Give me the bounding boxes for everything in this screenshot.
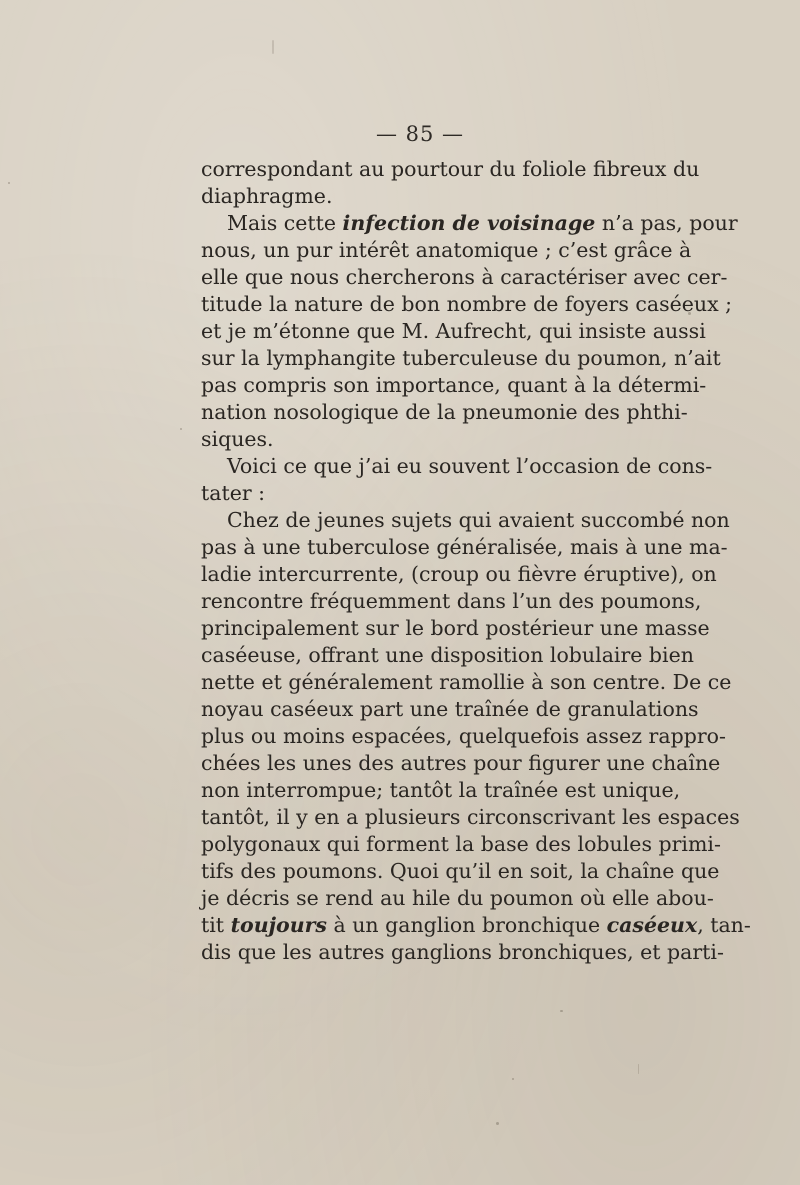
- text-run: à un ganglion bronchique: [326, 913, 607, 937]
- paper-speck: [496, 1122, 499, 1125]
- text-line: pas à une tuberculose généralisée, mais à une ma-: [201, 535, 728, 559]
- text-line: Chez de jeunes sujets qui avaient succombé non: [227, 508, 730, 532]
- text-line: Voici ce que j’ai eu souvent l’occasion de cons-: [227, 454, 713, 478]
- text-line: sur la lymphangite tuberculeuse du poumon, n’ait: [201, 346, 721, 370]
- text-run: , tan-: [697, 913, 751, 937]
- text-run: tit: [201, 913, 231, 937]
- text-run: n’a pas, pour: [595, 211, 738, 235]
- page-number: — 85 —: [375, 122, 465, 146]
- text-line: principalement sur le bord postérieur une masse: [201, 616, 710, 640]
- text-line: [201, 210, 738, 237]
- text-run: Mais cette: [227, 211, 343, 235]
- text-line: non interrompue; tantôt la traînée est unique,: [201, 778, 681, 802]
- text-line: tantôt, il y en a plusieurs circonscrivant les espaces: [201, 805, 740, 829]
- text-line: [201, 912, 751, 939]
- text-line: nette et généralement ramollie à son centre. De ce: [201, 670, 732, 694]
- text-line: et je m’étonne que M. Aufrecht, qui insiste aussi: [201, 319, 706, 343]
- text-line: plus ou moins espacées, quelquefois assez rappro-: [201, 724, 726, 748]
- paper-speck: [688, 312, 691, 315]
- paper-speck: [560, 1010, 563, 1012]
- text-line: tifs des poumons. Quoi qu’il en soit, la chaîne que: [201, 859, 720, 883]
- italic-phrase: toujours: [230, 913, 327, 937]
- text-line: diaphragme.: [201, 184, 333, 208]
- text-line: titude la nature de bon nombre de foyers caséeux ;: [201, 292, 733, 316]
- paper-speck: [638, 1064, 639, 1074]
- text-line: chées les unes des autres pour figurer une chaîne: [201, 751, 721, 775]
- text-line: noyau caséeux part une traînée de granulations: [201, 697, 699, 721]
- text-line: tater :: [201, 481, 266, 505]
- text-line: nous, un pur intérêt anatomique ; c’est grâce à: [201, 238, 692, 262]
- text-line: nation nosologique de la pneumonie des phthi-: [201, 400, 688, 424]
- text-line: siques.: [201, 427, 274, 451]
- text-line: caséeuse, offrant une disposition lobulaire bien: [201, 643, 694, 667]
- text-line: ladie intercurrente, (croup ou fièvre éruptive), on: [201, 562, 717, 586]
- paper-speck: [272, 40, 274, 54]
- text-line: polygonaux qui forment la base des lobules primi-: [201, 832, 721, 856]
- text-line: je décris se rend au hile du poumon où elle abou-: [201, 886, 714, 910]
- italic-phrase: infection de voisinage: [342, 211, 596, 235]
- paper-speck: [512, 1078, 514, 1080]
- italic-phrase: caséeux: [606, 913, 698, 937]
- text-line: correspondant au pourtour du foliole fibreux du: [201, 157, 700, 181]
- text-line: pas compris son importance, quant à la détermi-: [201, 373, 707, 397]
- text-line: dis que les autres ganglions bronchiques, et parti-: [201, 940, 724, 964]
- paper-speck: [8, 182, 10, 184]
- text-line: elle que nous chercherons à caractériser avec cer-: [201, 265, 728, 289]
- paper-speck: [180, 428, 182, 430]
- body-text: [201, 156, 751, 966]
- text-line: rencontre fréquemment dans l’un des poumons,: [201, 589, 702, 613]
